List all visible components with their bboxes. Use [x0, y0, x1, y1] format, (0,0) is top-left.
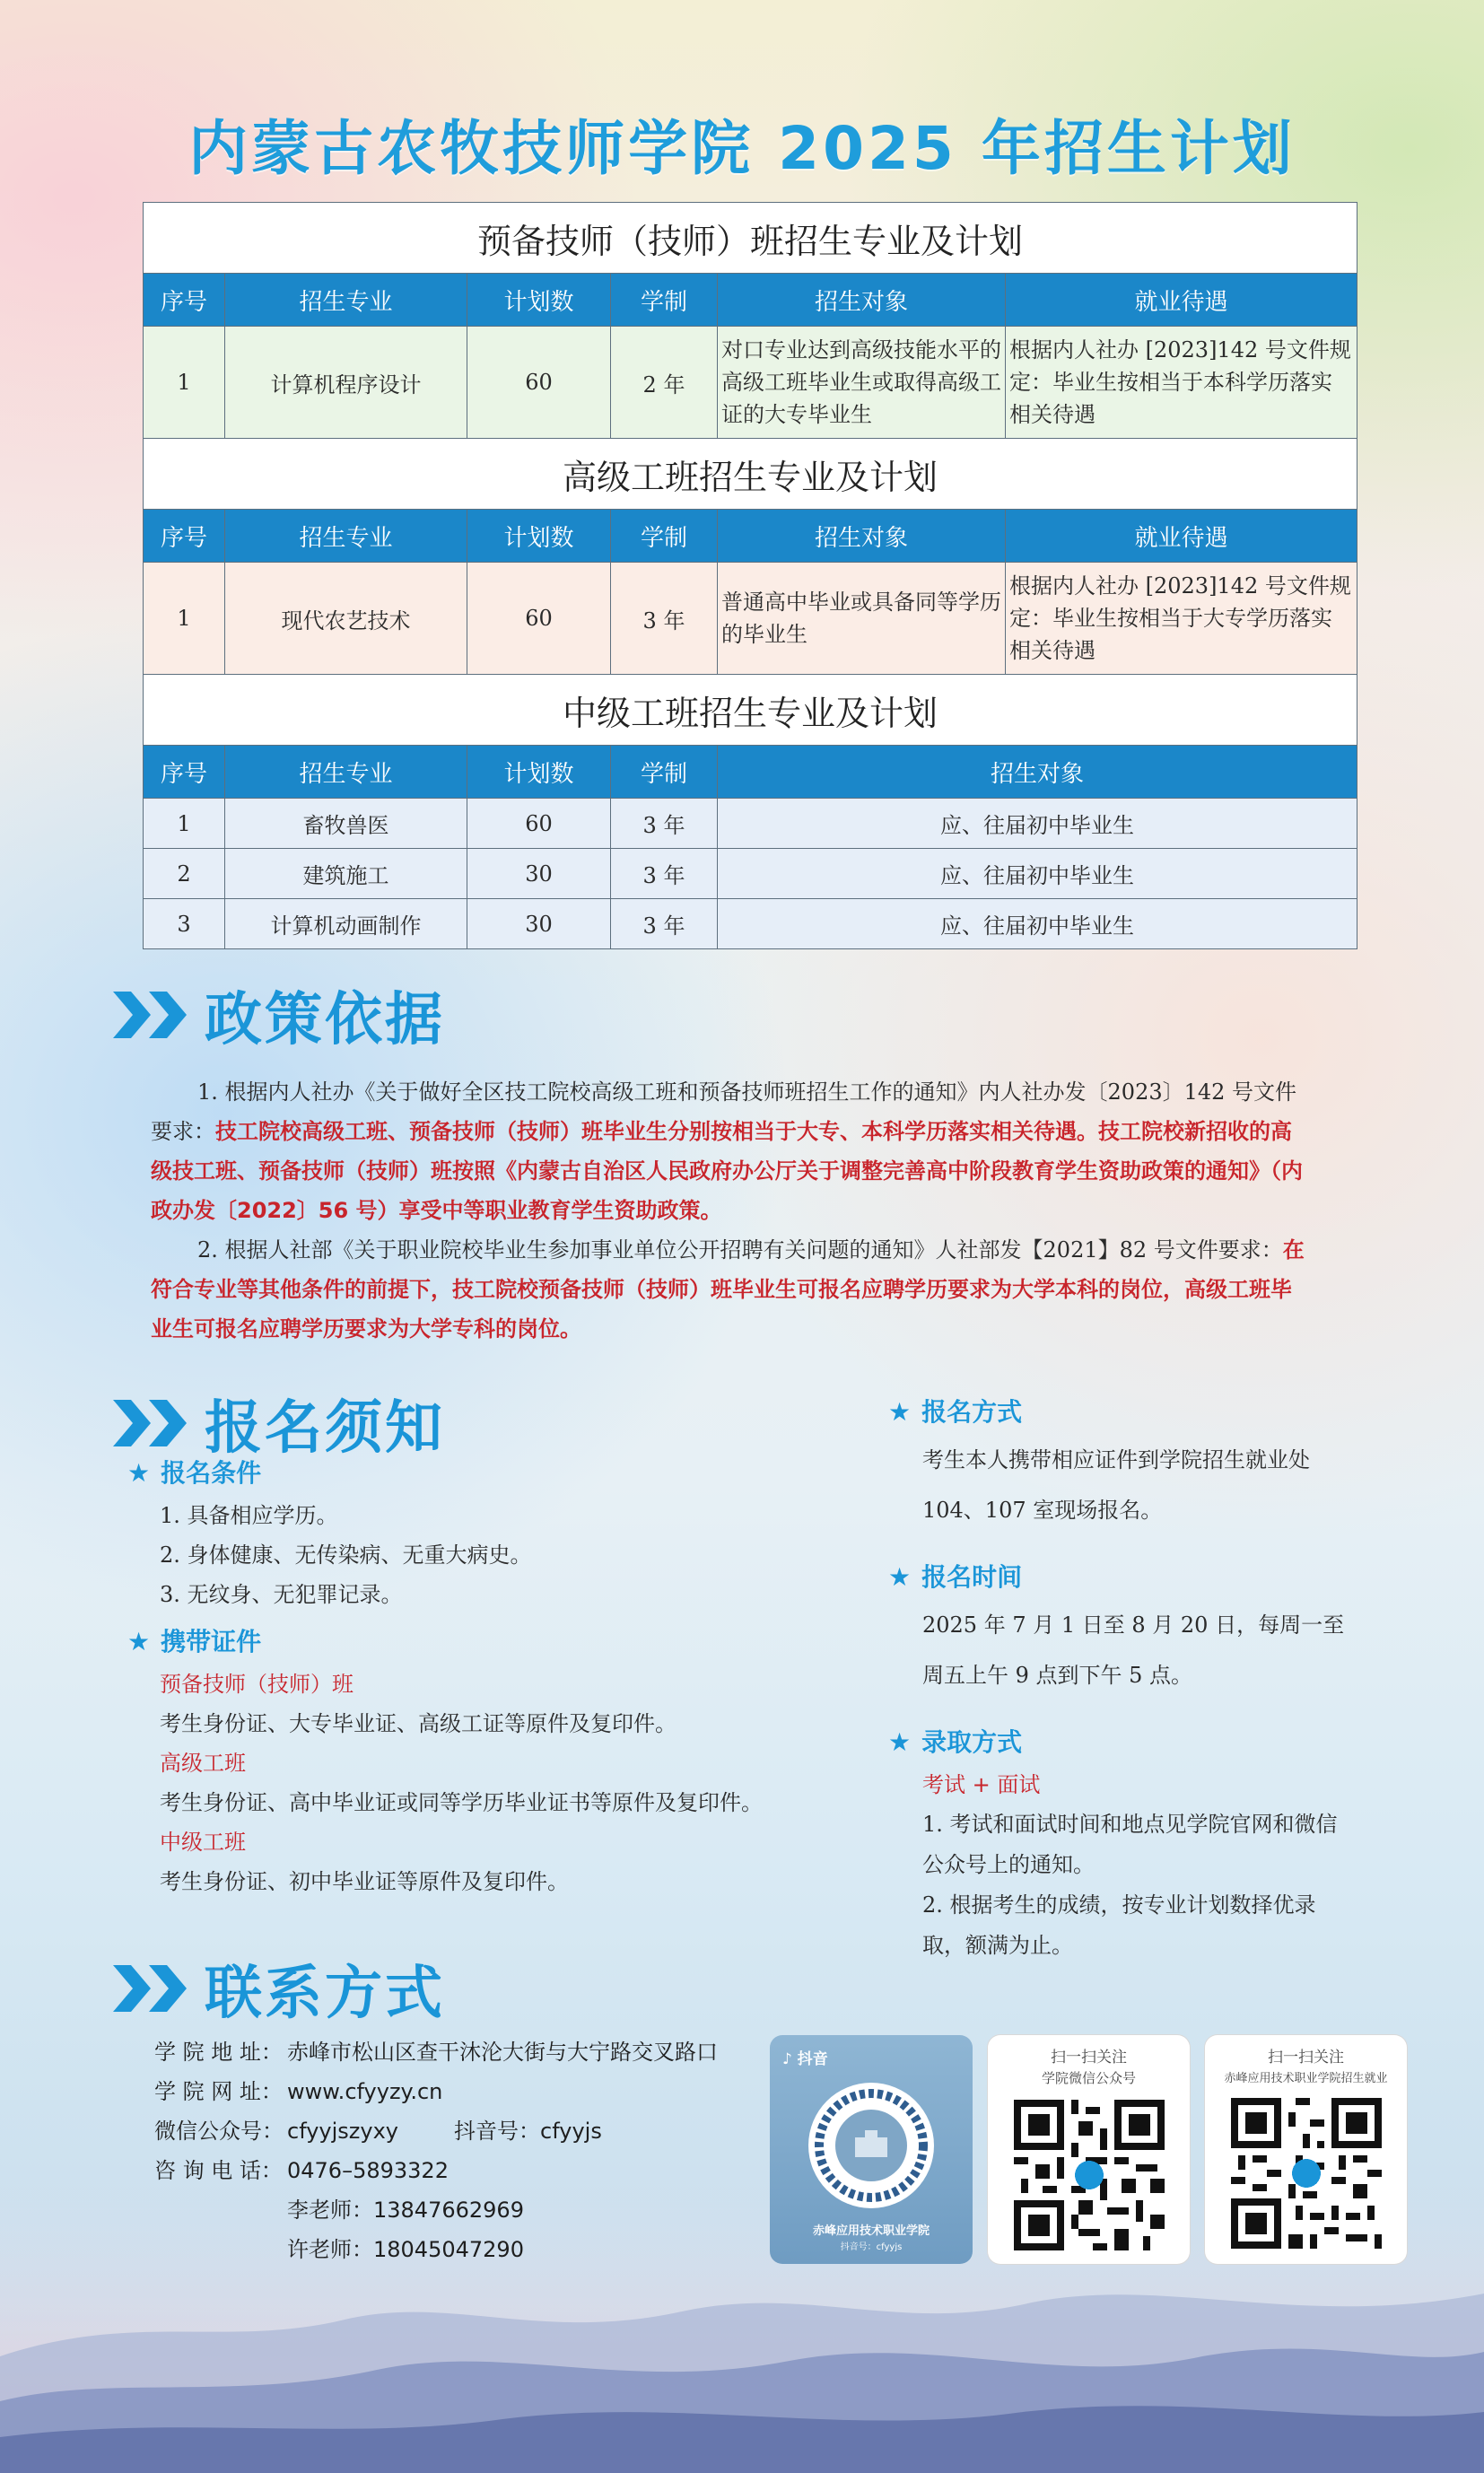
cell-major: 计算机动画制作 — [225, 899, 467, 949]
star-icon: ★ — [888, 1562, 912, 1592]
phone-line — [154, 2151, 718, 2190]
policy-paragraph-2 — [151, 1230, 1308, 1349]
cell-major: 现代农艺技术 — [225, 563, 467, 675]
page-title: 内蒙古农牧技师学院 2025 年招生计划 — [188, 114, 1296, 183]
cell-no: 3 — [144, 899, 225, 949]
double-chevron-icon — [111, 988, 192, 1042]
star-icon: ★ — [127, 1627, 151, 1656]
policy-paragraph-1 — [151, 1072, 1308, 1230]
cell-major: 畜牧兽医 — [225, 799, 467, 849]
web-link[interactable]: www.cfyyzy.cn — [287, 2079, 443, 2104]
admission-title-text: 录取方式 — [921, 1727, 1023, 1757]
header-major: 招生专业 — [225, 274, 467, 327]
contact-info — [154, 2032, 718, 2269]
list-item: 1. 具备相应学历。 — [160, 1503, 338, 1528]
time-title — [888, 1555, 1355, 1600]
table-title-prep: 预备技师（技师）班招生专业及计划 — [144, 203, 1357, 274]
list-item: 3. 无纹身、无犯罪记录。 — [160, 1582, 403, 1607]
douyin-account-name: 赤峰应用技术职业学院 — [812, 2224, 930, 2238]
admission-subtitle: 考试 + 面试 — [922, 1772, 1041, 1797]
cell-years: 3 年 — [611, 799, 718, 849]
wechat-label: 微信公众号： — [154, 2119, 284, 2144]
cell-benefit: 根据内人社办 [2023]142 号文件规定：毕业生按相当于大专学历落实相关待遇 — [1006, 563, 1357, 675]
header-major: 招生专业 — [225, 510, 467, 563]
star-icon: ★ — [888, 1727, 912, 1757]
qr-code-icon — [1014, 2100, 1165, 2250]
web-label: 学 院 网 址： — [154, 2079, 283, 2104]
header-years: 学制 — [611, 510, 718, 563]
policy-heading-text: 政策依据 — [205, 987, 445, 1053]
contact-heading-text: 联系方式 — [205, 1961, 445, 2027]
qr-code-icon — [1231, 2098, 1382, 2249]
document-group-text: 考生身份证、初中毕业证等原件及复印件。 — [160, 1869, 569, 1894]
header-benefit: 就业待遇 — [1006, 274, 1357, 327]
table-header — [144, 746, 1357, 799]
document-group-text: 考生身份证、大专毕业证、高级工证等原件及复印件。 — [160, 1711, 677, 1736]
douyin-label: 抖音号： — [454, 2119, 541, 2144]
notice-right-column — [888, 1390, 1355, 1966]
conditions-title — [127, 1451, 845, 1496]
cell-years: 3 年 — [611, 563, 718, 675]
document-group-name: 中级工班 — [160, 1830, 246, 1855]
policy-heading — [111, 974, 445, 1056]
cell-count: 60 — [467, 799, 611, 849]
cell-target: 普通高中毕业或具备同等学历的毕业生 — [718, 563, 1006, 675]
header-years: 学制 — [611, 746, 718, 799]
cell-target: 应、往届初中毕业生 — [718, 799, 1357, 849]
cell-major: 建筑施工 — [225, 849, 467, 899]
conditions-list — [127, 1496, 845, 1614]
enrollment-tables — [143, 202, 1357, 949]
header-no: 序号 — [144, 746, 225, 799]
time-title-text: 报名时间 — [921, 1562, 1023, 1592]
header-count: 计划数 — [467, 746, 611, 799]
table-row — [144, 849, 1357, 899]
table-title-senior: 高级工班招生专业及计划 — [144, 439, 1357, 510]
document-group-text: 考生身份证、高中毕业证或同等学历毕业证书等原件及复印件。 — [160, 1790, 763, 1815]
header-major: 招生专业 — [225, 746, 467, 799]
policy-1-text: 1. 根据内人社办《关于做好全区技工院校高级工班和预备技师班招生工作的通知》内人社办发〔2023〕142 号文件要求： — [151, 1079, 1297, 1144]
list-item: 2. 根据考生的成绩，按专业计划数择优录取，额满为止。 — [922, 1892, 1316, 1958]
teacher-2: 许老师：18045047290 — [287, 2237, 524, 2262]
policy-1-highlight: 技工院校高级工班、预备技师（技师）班毕业生分别按相当于大专、本科学历落实相关待遇。技工院校新招收的高级技工班、预备技师（技师）班按照《内蒙古自治区人民政府办公厅关于调整完善高中阶段教育学生资助政策的通知》（内政办发〔2022〕56 号）享受中等职业教育学生资助政策。 — [151, 1119, 1303, 1223]
document-group-name: 高级工班 — [160, 1751, 246, 1776]
star-icon: ★ — [127, 1458, 151, 1488]
double-chevron-icon — [111, 1962, 192, 2015]
douyin-account-id: 抖音号：cfyyjs — [840, 2242, 903, 2252]
table-title-mid: 中级工班招生专业及计划 — [144, 675, 1357, 746]
list-item: 1. 考试和面试时间和地点见学院官网和微信公众号上的通知。 — [922, 1812, 1338, 1877]
header-no: 序号 — [144, 274, 225, 327]
cell-target: 对口专业达到高级技能水平的高级工班毕业生或取得高级工证的大专毕业生 — [718, 327, 1006, 439]
notice-heading-text: 报名须知 — [205, 1395, 445, 1462]
douyin-logo: ♪ 抖音 — [782, 2050, 828, 2068]
policy-body — [151, 1072, 1308, 1349]
table-header — [144, 274, 1357, 327]
policy-2-text: 2. 根据人社部《关于职业院校毕业生参加事业单位公开招聘有关问题的通知》人社部发【2021】82 号文件要求： — [197, 1237, 1283, 1263]
address-line — [154, 2032, 718, 2072]
documents-title — [127, 1620, 845, 1665]
phone-value: 0476–5893322 — [287, 2158, 449, 2183]
phone-label: 咨 询 电 话： — [154, 2158, 283, 2183]
double-chevron-icon — [111, 1396, 192, 1450]
cell-target: 应、往届初中毕业生 — [718, 899, 1357, 949]
conditions-title-text: 报名条件 — [161, 1458, 262, 1488]
cell-benefit: 根据内人社办 [2023]142 号文件规定：毕业生按相当于本科学历落实相关待遇 — [1006, 327, 1357, 439]
recruitment-qr-card — [1205, 2035, 1407, 2264]
documents-list — [127, 1665, 845, 1901]
cell-major: 计算机程序设计 — [225, 327, 467, 439]
qr-caption-line2: 学院微信公众号 — [1041, 2070, 1136, 2086]
address-value: 赤峰市松山区查干沐沦大街与大宁路交叉路口 — [287, 2040, 718, 2065]
cell-no: 1 — [144, 563, 225, 675]
policy-2-highlight: 在符合专业等其他条件的前提下，技工院校预备技师（技师）班毕业生可报名应聘学历要求为大学本科的岗位，高级工班毕业生可报名应聘学历要求为大学专科的岗位。 — [151, 1237, 1305, 1341]
cell-years: 3 年 — [611, 899, 718, 949]
teacher-1: 李老师：13847662969 — [287, 2198, 524, 2223]
contact-heading — [111, 1947, 445, 2030]
douyin-code-icon — [806, 2080, 937, 2211]
table-row — [144, 899, 1357, 949]
header-years: 学制 — [611, 274, 718, 327]
web-line — [154, 2072, 718, 2111]
notice-left-column — [127, 1451, 845, 1901]
wechat-line — [154, 2111, 718, 2151]
header-target: 招生对象 — [718, 274, 1006, 327]
header-count: 计划数 — [467, 510, 611, 563]
wechat-value: cfyyjszyxy — [287, 2119, 399, 2144]
douyin-app-name: 抖音 — [797, 2050, 828, 2068]
documents-title-text: 携带证件 — [161, 1627, 262, 1656]
header-target: 招生对象 — [718, 746, 1357, 799]
admission-body — [888, 1765, 1355, 1966]
header-benefit: 就业待遇 — [1006, 510, 1357, 563]
cell-no: 1 — [144, 327, 225, 439]
cell-no: 2 — [144, 849, 225, 899]
cell-count: 30 — [467, 849, 611, 899]
douyin-card — [770, 2035, 973, 2264]
star-icon: ★ — [888, 1397, 912, 1427]
cell-no: 1 — [144, 799, 225, 849]
table-header — [144, 510, 1357, 563]
table-row — [144, 799, 1357, 849]
address-label: 学 院 地 址： — [154, 2040, 283, 2065]
header-count: 计划数 — [467, 274, 611, 327]
method-text: 考生本人携带相应证件到学院招生就业处 104、107 室现场报名。 — [922, 1447, 1310, 1523]
douyin-value: cfyyjs — [540, 2119, 602, 2144]
qr-caption-line1: 扫一扫关注 — [1268, 2049, 1344, 2067]
header-target: 招生对象 — [718, 510, 1006, 563]
header-no: 序号 — [144, 510, 225, 563]
qr-caption-line1: 扫一扫关注 — [1051, 2049, 1127, 2067]
wechat-qr-card — [988, 2035, 1190, 2264]
cell-years: 2 年 — [611, 327, 718, 439]
method-title — [888, 1390, 1355, 1435]
enrollment-table — [143, 202, 1357, 949]
document-group-name: 预备技师（技师）班 — [160, 1672, 354, 1697]
admission-title — [888, 1720, 1355, 1765]
list-item: 2. 身体健康、无传染病、无重大病史。 — [160, 1542, 532, 1568]
cell-count: 60 — [467, 327, 611, 439]
cell-count: 30 — [467, 899, 611, 949]
table-row — [144, 563, 1357, 675]
table-row — [144, 327, 1357, 439]
cell-years: 3 年 — [611, 849, 718, 899]
qr-caption-line2: 赤峰应用技术职业学院招生就业 — [1224, 2072, 1388, 2085]
method-title-text: 报名方式 — [921, 1397, 1023, 1427]
cell-target: 应、往届初中毕业生 — [718, 849, 1357, 899]
time-text: 2025 年 7 月 1 日至 8 月 20 日，每周一至周五上午 9 点到下午 5 点。 — [922, 1612, 1345, 1688]
cell-count: 60 — [467, 563, 611, 675]
